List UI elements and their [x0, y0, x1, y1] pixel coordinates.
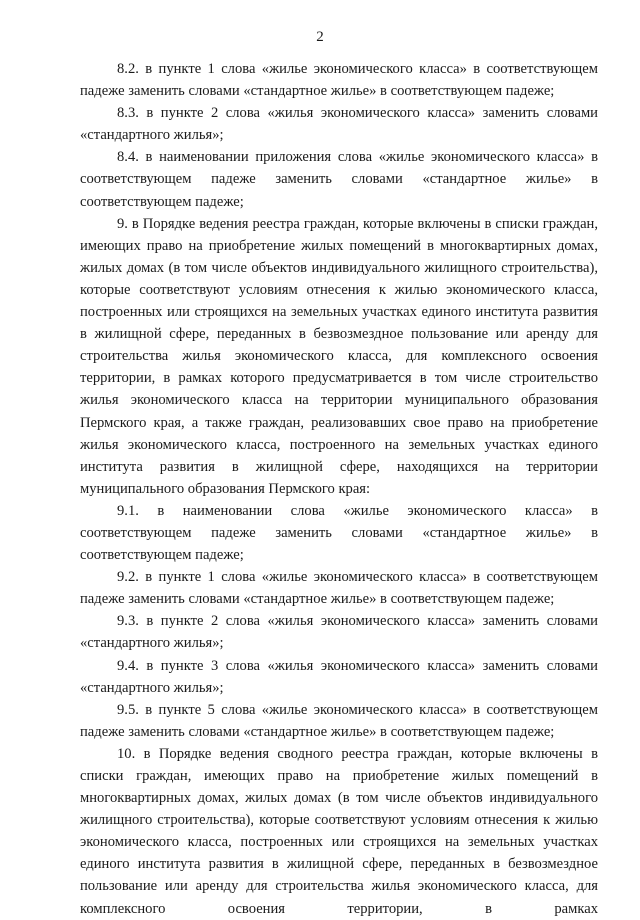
paragraph-8-2: 8.2. в пункте 1 слова «жилье экономического класса» в соответствующем падеже заменить словами «стандартное жилье» в соответствующем падеже;	[80, 61, 598, 100]
paragraph-10: 10. в Порядке ведения сводного реестра граждан, которые включены в списки граждан, имеющих право на приобретение жилых помещений в многоквартирных домах, жилых домах (в том числе объектов индивидуального жилищного строительства), которые соответствуют условиям отнесения к жилью экономического класса, построенных или строящихся на земельных участках единого института развития в жилищной сфере, переданных в безвозмездное пользование или аренду для строительства жилья экономического класса, для комплексного освоения территории, в рамках	[80, 745, 598, 917]
paragraph-9-4: 9.4. в пункте 3 слова «жилья экономического класса» заменить словами «стандартного жилья»;	[80, 657, 598, 696]
paragraph-8-4: 8.4. в наименовании приложения слова «жилье экономического класса» в соответствующем падеже заменить словами «стандартное жилье» в соответствующем падеже;	[80, 149, 598, 210]
paragraph-9-1: 9.1. в наименовании слова «жилье экономического класса» в соответствующем падеже заменить словами «стандартное жилье» в соответствующем падеже;	[80, 502, 598, 564]
paragraph-9-5: 9.5. в пункте 5 слова «жилье экономического класса» в соответствующем падеже заменить словами «стандартное жилье» в соответствующем падеже;	[80, 701, 598, 740]
document-body	[80, 58, 598, 920]
paragraph-9: 9. в Порядке ведения реестра граждан, которые включены в списки граждан, имеющих право на приобретение жилых помещений в многоквартирных домах, жилых домах (в том числе объектов индивидуального жилищного строительства), которые соответствуют условиям отнесения к жилью экономического класса, построенных или строящихся на земельных участках единого института развития в жилищной сфере, переданных в безвозмездное пользование или аренду для строительства жилья экономического класса, для комплексного освоения территории, в рамках которого предусматривается в том числе строительство жилья экономического класса на территории муниципального образования Пермского края, а также граждан, реализовавших свое право на приобретение жилья экономического класса, построенного на земельных участках единого института развития в жилищной сфере, находящихся на территории муниципального образования Пермского края:	[80, 215, 598, 497]
page-number: 2	[316, 29, 324, 45]
paragraph-9-3: 9.3. в пункте 2 слова «жилья экономического класса» заменить словами «стандартного жилья»;	[80, 613, 598, 652]
paragraph-8-3: 8.3. в пункте 2 слова «жилья экономического класса» заменить словами «стандартного жилья»;	[80, 105, 598, 144]
paragraph-9-2: 9.2. в пункте 1 слова «жилье экономического класса» в соответствующем падеже заменить словами «стандартное жилье» в соответствующем падеже;	[80, 569, 598, 608]
